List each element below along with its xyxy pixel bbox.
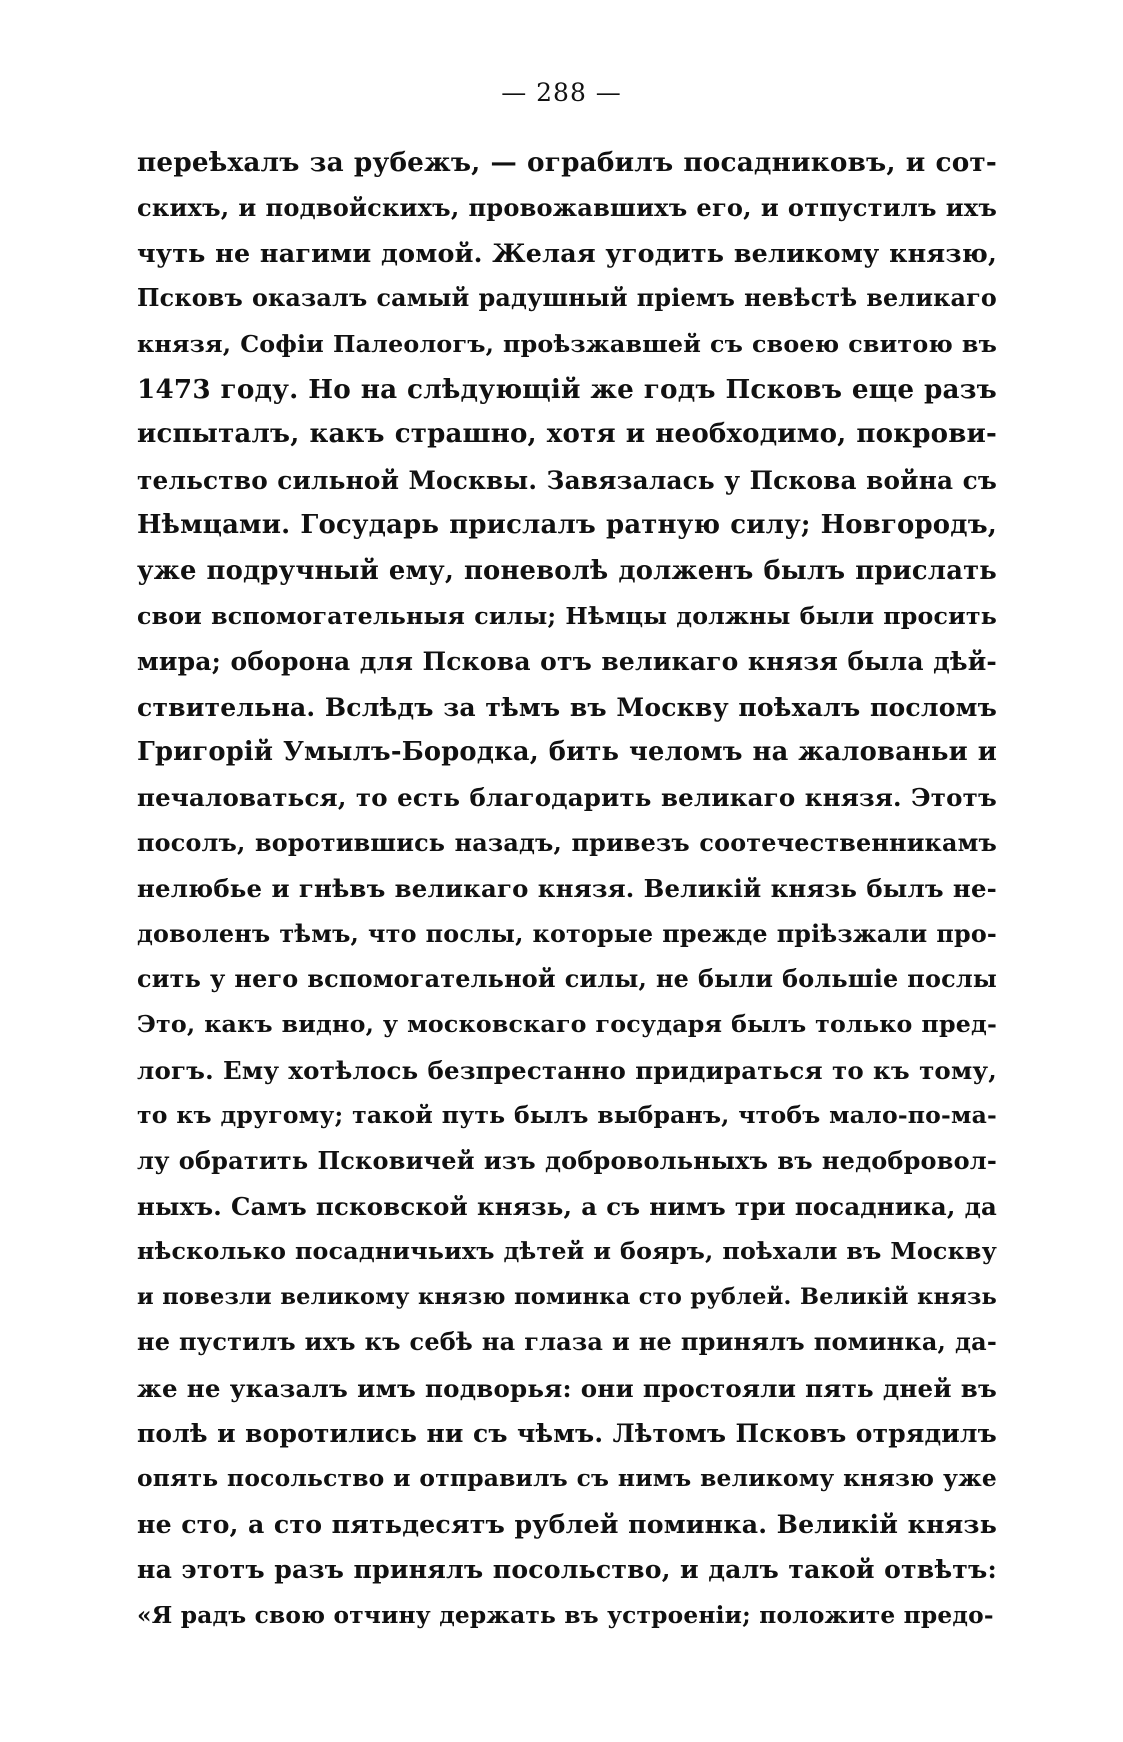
text-line: же не указалъ имъ подворья: они простояли пять дней въ bbox=[137, 1373, 997, 1403]
page-number: — 288 — bbox=[501, 78, 622, 107]
body-text bbox=[137, 140, 997, 1638]
text-line: тельство сильной Москвы. Завязалась у Пскова война съ bbox=[137, 465, 997, 495]
text-line: опять посольство и отправилъ съ нимъ великому князю уже bbox=[137, 1464, 997, 1493]
text-line: испыталъ, какъ страшно, хотя и необходимо, покрови- bbox=[137, 419, 997, 450]
text-line: «Я радъ свою отчину держать въ устроеніи; положите предо- bbox=[137, 1601, 994, 1629]
text-line: не сто, а сто пятьдесятъ рублей поминка. Великій князь bbox=[137, 1508, 997, 1539]
text-line: князя, Софіи Палеологъ, проѣзжавшей съ своею свитою въ bbox=[137, 329, 997, 358]
text-line: Григорій Умылъ-Бородка, бить челомъ на жалованьи и bbox=[137, 737, 997, 768]
text-line: печаловаться, то есть благодарить великаго князя. Этотъ bbox=[137, 783, 997, 813]
text-line: нелюбье и гнѣвъ великаго князя. Великій князь былъ не- bbox=[137, 874, 997, 904]
text-line: полѣ и воротились ни съ чѣмъ. Лѣтомъ Псковъ отрядилъ bbox=[137, 1418, 997, 1448]
text-line: свои вспомогательныя силы; Нѣмцы должны были просить bbox=[137, 601, 997, 630]
text-line: уже подручный ему, поневолѣ долженъ былъ прислать bbox=[137, 555, 997, 586]
text-line: ныхъ. Самъ псковской князь, а съ нимъ три посадника, да bbox=[137, 1191, 997, 1221]
text-line: сить у него вспомогательной силы, не были большіе послы bbox=[137, 965, 997, 994]
text-line: нѣсколько посадничьихъ дѣтей и бояръ, поѣхали въ Москву bbox=[137, 1237, 997, 1266]
text-line: то къ другому; такой путь былъ выбранъ, чтобъ мало-по-ма- bbox=[137, 1101, 997, 1130]
text-line: логъ. Ему хотѣлось безпрестанно придираться то къ тому, bbox=[137, 1055, 997, 1085]
text-line: Псковъ оказалъ самый радушный пріемъ невѣстѣ великаго bbox=[137, 284, 997, 313]
text-line: Это, какъ видно, у московскаго государя былъ только пред- bbox=[137, 1010, 997, 1039]
text-line: 1473 году. Но на слѣдующій же годъ Псковъ еще разъ bbox=[137, 373, 997, 405]
text-line: лу обратить Псковичей изъ добровольныхъ въ недобровол- bbox=[137, 1146, 997, 1175]
text-line: на этотъ разъ принялъ посольство, и далъ такой отвѣтъ: bbox=[137, 1554, 997, 1585]
text-line: ствительна. Вслѣдъ за тѣмъ въ Москву поѣхалъ посломъ bbox=[137, 691, 997, 722]
text-line: чуть не нагими домой. Желая угодить великому князю, bbox=[137, 237, 997, 268]
text-line: доволенъ тѣмъ, что послы, которые прежде пріѣзжали про- bbox=[137, 919, 997, 948]
text-line: Нѣмцами. Государь прислалъ ратную силу; Новгородъ, bbox=[137, 510, 997, 541]
text-line: мира; оборона для Пскова отъ великаго князя была дѣй- bbox=[137, 647, 997, 677]
text-line: и повезли великому князю поминка сто рублей. Великій князь bbox=[137, 1283, 997, 1310]
text-line: посолъ, воротившись назадъ, привезъ соотечественникамъ bbox=[137, 828, 997, 857]
text-line: переѣхалъ за рубежъ, — ограбилъ посадниковъ, и сот- bbox=[137, 147, 997, 178]
text-line: скихъ, и подвойскихъ, провожавшихъ его, и отпустилъ ихъ bbox=[137, 193, 997, 223]
text-line: не пустилъ ихъ къ себѣ на глаза и не принялъ поминка, да- bbox=[137, 1328, 997, 1357]
